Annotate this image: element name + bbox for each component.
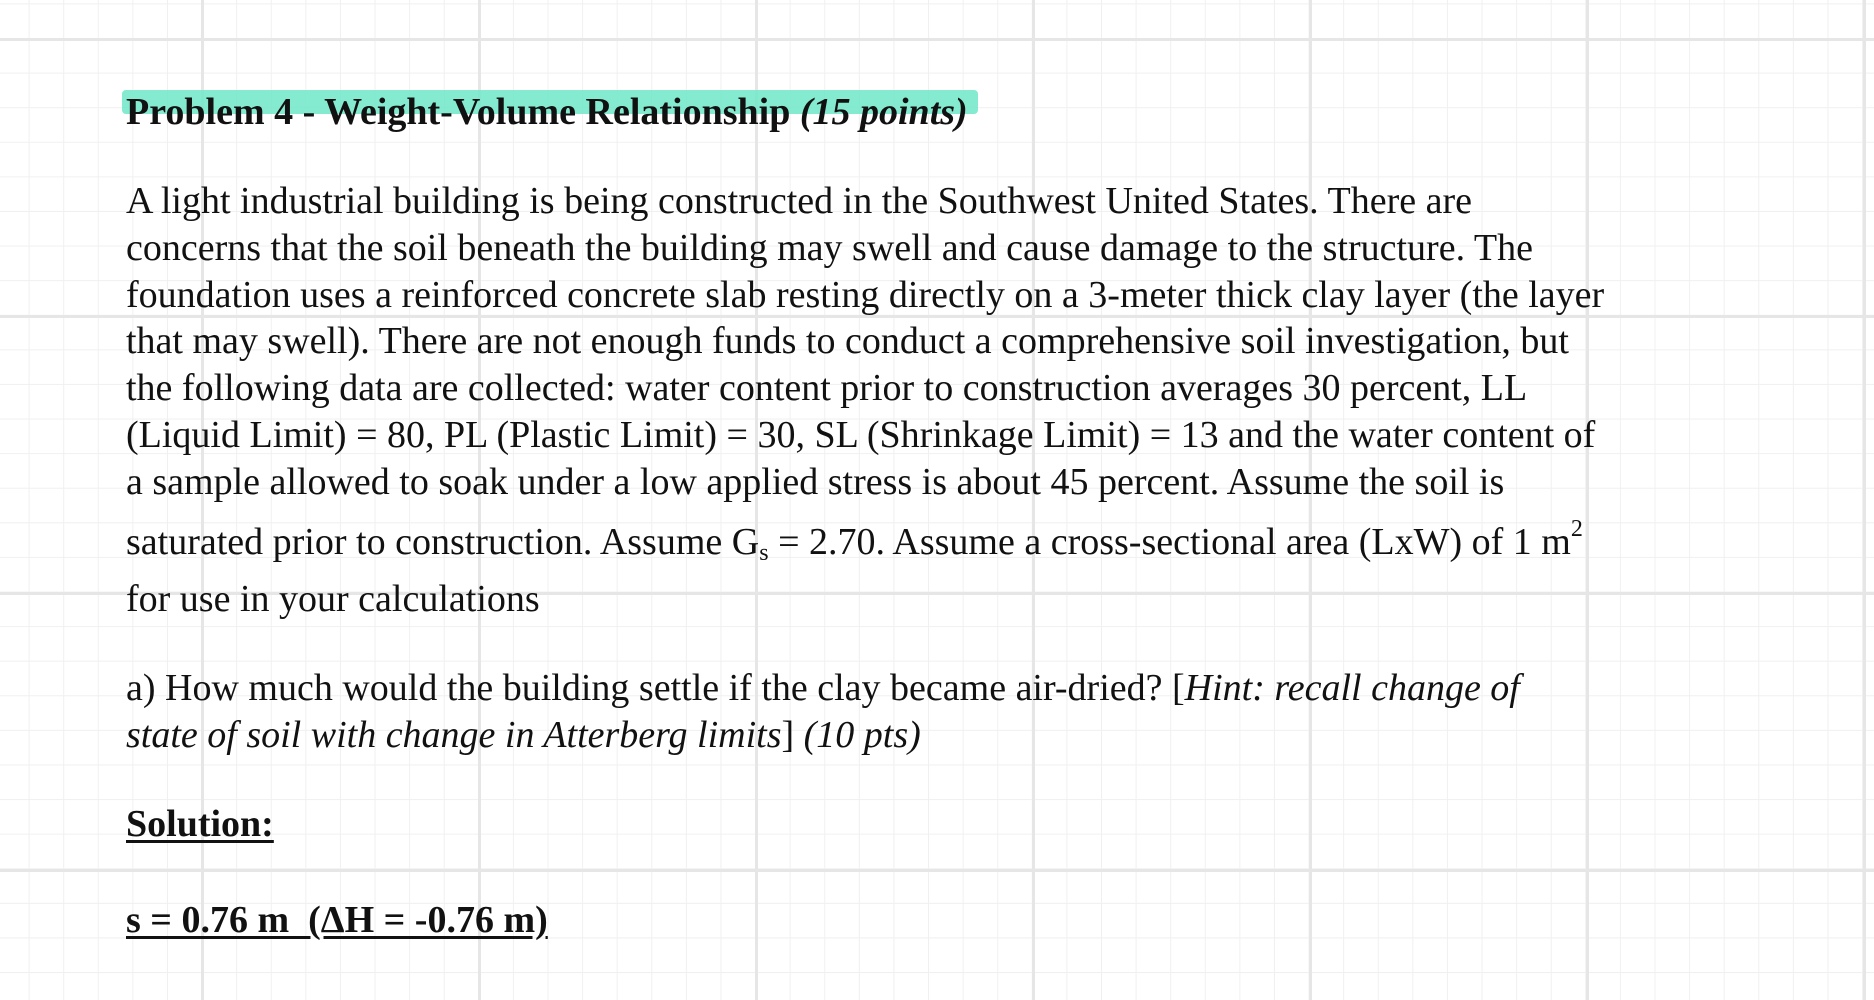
- description-line: for use in your calculations: [126, 578, 540, 621]
- hint-text: Hint: recall change of: [1184, 667, 1520, 710]
- description-line: that may swell). There are not enough funds to conduct a comprehensive soil investigation, but: [126, 320, 1569, 363]
- question-text: a) How much would the building settle if the clay became air-dried? [: [126, 667, 1185, 710]
- problem-title-text: Problem 4 - Weight-Volume Relationship: [126, 91, 791, 133]
- description-line: concerns that the soil beneath the building may swell and cause damage to the structure. The: [126, 226, 1533, 269]
- question-points: (10 pts): [803, 713, 921, 756]
- description-text: saturated prior to construction. Assume G: [126, 520, 760, 563]
- solution-answer: s = 0.76 m (ΔH = -0.76 m): [126, 898, 548, 941]
- problem-points: (15 points): [799, 91, 968, 133]
- description-line: (Liquid Limit) = 80, PL (Plastic Limit) = 30, SL (Shrinkage Limit) = 13 and the water content of: [126, 413, 1596, 456]
- hint-text: state of soil with change in Atterberg limits: [126, 713, 782, 756]
- description-line: A light industrial building is being constructed in the Southwest United States. There are: [126, 180, 1472, 222]
- problem-title: [126, 84, 1726, 140]
- description-line: foundation uses a reinforced concrete slab resting directly on a 3-meter thick clay layer (the layer: [126, 273, 1605, 316]
- description-line: the following data are collected: water content prior to construction averages 30 percent, LL: [126, 367, 1528, 410]
- solution-label: Solution:: [126, 802, 274, 845]
- question-text: ]: [781, 713, 804, 756]
- problem-sheet: [126, 84, 1726, 943]
- description-line: [126, 506, 1726, 577]
- gs-subscript: s: [759, 539, 769, 566]
- question-a: [126, 665, 1726, 759]
- question-line: [126, 665, 1726, 712]
- question-line: [126, 712, 1726, 759]
- problem-description: [126, 178, 1726, 623]
- description-line: a sample allowed to soak under a low applied stress is about 45 percent. Assume the soil is: [126, 460, 1505, 503]
- description-text: = 2.70. Assume a cross-sectional area (LxW) of 1 m: [768, 520, 1571, 563]
- area-superscript: 2: [1570, 515, 1583, 542]
